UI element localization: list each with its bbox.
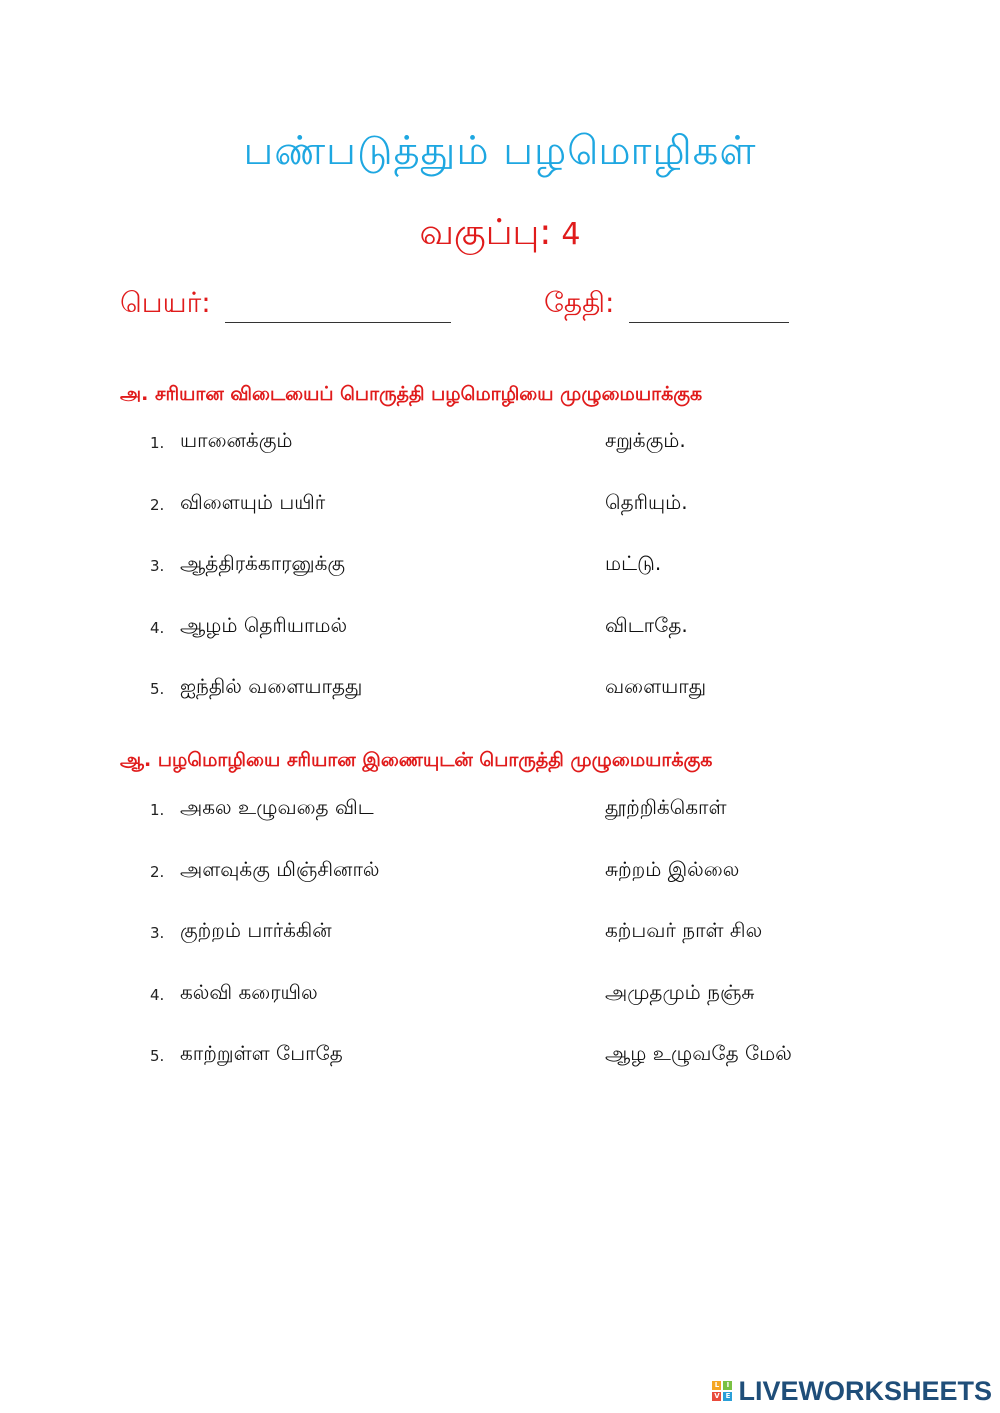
list-item (150, 1041, 850, 1103)
grade-label: வகுப்பு: (419, 212, 552, 253)
proverb-end[interactable]: சறுக்கும். (605, 428, 686, 452)
logo-grid-icon (712, 1381, 732, 1401)
section-a-heading: அ. சரியான விடையைப் பொருத்தி பழமொழியை முழுமையாக்குக (120, 383, 703, 405)
grade-value: 4 (561, 217, 581, 252)
item-number: 4. (150, 985, 165, 1004)
list-item (150, 613, 850, 675)
item-number: 5. (150, 680, 165, 698)
proverb-start[interactable]: கல்வி கரையில (180, 979, 318, 1004)
date-label: தேதி: (544, 286, 615, 319)
proverb-start[interactable]: யானைக்கும் (180, 428, 293, 452)
item-number: 1. (150, 434, 165, 452)
proverb-start[interactable]: ஆத்திரக்காரனுக்கு (180, 551, 346, 575)
proverb-start[interactable]: காற்றுள்ள போதே (180, 1041, 343, 1065)
item-number: 3. (150, 557, 165, 575)
proverb-start[interactable]: அளவுக்கு மிஞ்சினால் (180, 856, 380, 881)
name-label: பெயர்: (120, 286, 211, 319)
proverb-end[interactable]: தெரியும். (605, 489, 688, 514)
proverb-end[interactable]: சுற்றம் இல்லை (605, 856, 740, 881)
list-item (150, 551, 850, 613)
proverb-end[interactable]: அமுதமும் நஞ்சு (605, 979, 755, 1004)
grade-line (0, 212, 1000, 258)
list-item (150, 428, 850, 490)
list-item (150, 918, 850, 980)
item-number: 1. (150, 801, 165, 819)
item-number: 4. (150, 618, 165, 637)
proverb-end[interactable]: விடாதே. (605, 612, 688, 637)
worksheet-title: பண்படுத்தும் பழமொழிகள் (243, 128, 757, 174)
name-field (120, 286, 451, 323)
proverb-start[interactable]: ஐந்தில் வளையாதது (180, 674, 363, 698)
student-info-row (120, 286, 880, 326)
logo-grid-cell: L (712, 1381, 721, 1390)
item-number: 2. (150, 862, 165, 881)
section-a-list (150, 428, 850, 736)
proverb-end[interactable]: ஆழ உழுவதே மேல் (605, 1041, 792, 1065)
logo-grid-cell: V (714, 1392, 720, 1400)
liveworksheets-logo[interactable] (712, 1376, 992, 1406)
proverb-end[interactable]: தூற்றிக்கொள் (605, 795, 727, 819)
logo-grid-cell: I (723, 1381, 732, 1390)
logo-text: LIVEWORKSHEETS (738, 1375, 992, 1406)
list-item (150, 795, 850, 857)
section-b-list (150, 795, 850, 1103)
section-b-heading: ஆ. பழமொழியை சரியான இணையுடன் பொருத்தி முழுமையாக்குக (120, 749, 713, 771)
list-item (150, 857, 850, 919)
proverb-start[interactable]: விளையும் பயிர் (180, 489, 326, 514)
item-number: 2. (150, 495, 165, 514)
list-item (150, 674, 850, 736)
proverb-end[interactable]: வளையாது (605, 674, 707, 698)
proverb-end[interactable]: கற்பவர் நாள் சில (605, 918, 763, 942)
proverb-start[interactable]: அகல உழுவதை விட (180, 795, 374, 819)
proverb-end[interactable]: மட்டு. (605, 551, 662, 575)
proverb-start[interactable]: ஆழம் தெரியாமல் (180, 612, 348, 637)
list-item (150, 490, 850, 552)
item-number: 3. (150, 924, 165, 942)
date-field (544, 286, 789, 323)
name-blank-line[interactable] (225, 294, 451, 323)
date-blank-line[interactable] (629, 294, 789, 323)
item-number: 5. (150, 1047, 165, 1065)
logo-grid-cell: E (723, 1392, 732, 1401)
proverb-start[interactable]: குற்றம் பார்க்கின் (180, 918, 332, 942)
list-item (150, 980, 850, 1042)
